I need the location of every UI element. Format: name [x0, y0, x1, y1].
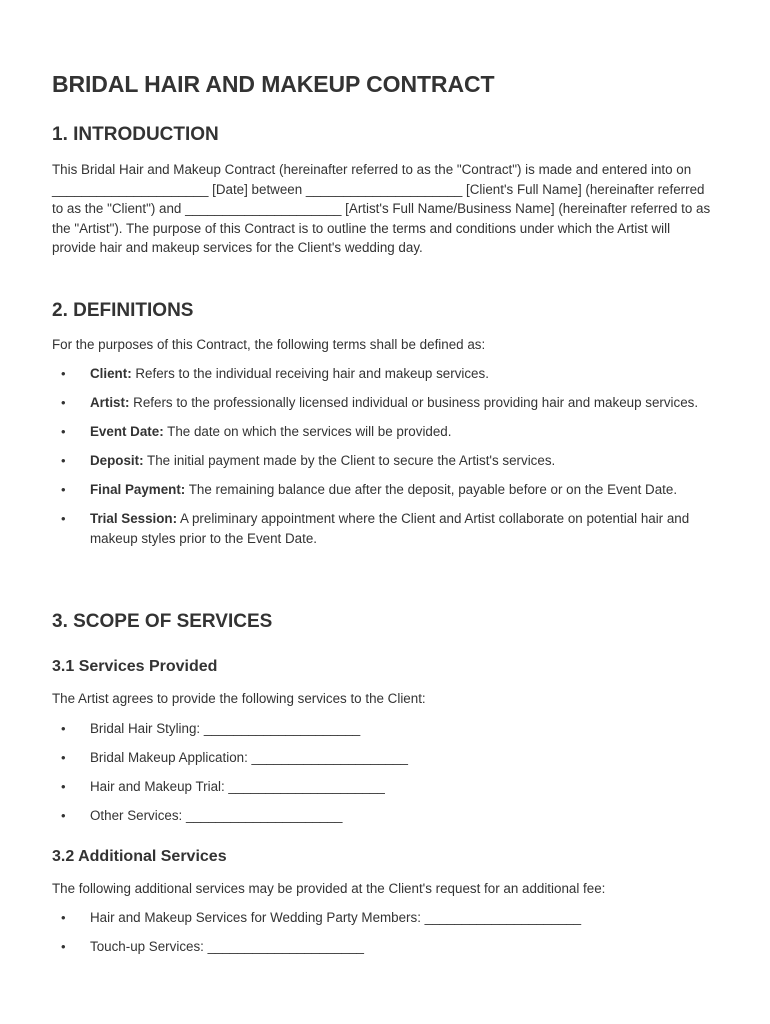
definition-text: Refers to the individual receiving hair and makeup services. [131, 366, 489, 381]
service-item-text: Bridal Makeup Application: _____________________ [90, 750, 408, 765]
document-title: BRIDAL HAIR AND MAKEUP CONTRACT [52, 71, 495, 97]
bullet-icon: • [61, 395, 66, 410]
definition-term: Artist: [90, 395, 130, 410]
definition-item-artist [52, 393, 714, 413]
service-item-text: Bridal Hair Styling: _____________________ [90, 721, 361, 736]
subsection-heading-additional-services: 3.2 Additional Services [52, 848, 227, 865]
section-heading-definitions: 2. DEFINITIONS [52, 300, 194, 321]
service-item-text: Other Services: _____________________ [90, 808, 343, 823]
definition-item-deposit [52, 451, 714, 471]
definition-text: The date on which the services will be provided. [163, 424, 452, 439]
additional-service-item [52, 908, 714, 928]
bullet-icon: • [61, 808, 66, 823]
definition-text: The initial payment made by the Client to secure the Artist's services. [143, 453, 556, 468]
definition-item-event-date [52, 422, 714, 442]
definition-term: Trial Session: [90, 511, 178, 526]
definition-item-client [52, 364, 714, 384]
section-heading-introduction: 1. INTRODUCTION [52, 124, 219, 145]
bullet-icon: • [61, 366, 66, 381]
definition-term: Deposit: [90, 453, 144, 468]
bullet-icon: • [61, 750, 66, 765]
additional-service-item-text: Touch-up Services: _____________________ [90, 939, 364, 954]
definition-text: The remaining balance due after the deposit, payable before or on the Event Date. [185, 482, 678, 497]
services-provided-intro: The Artist agrees to provide the following services to the Client: [52, 691, 426, 706]
additional-services-list [52, 908, 714, 966]
definition-text: Refers to the professionally licensed individual or business providing hair and makeup services. [129, 395, 699, 410]
definitions-list [52, 364, 714, 558]
services-provided-list [52, 719, 714, 835]
definition-item-final-payment [52, 480, 714, 500]
bullet-icon: • [61, 779, 66, 794]
bullet-icon: • [61, 910, 66, 925]
service-item [52, 806, 714, 826]
bullet-icon: • [61, 453, 66, 468]
subsection-heading-services-provided: 3.1 Services Provided [52, 658, 218, 675]
definition-item-trial-session [52, 509, 714, 548]
definition-term: Final Payment: [90, 482, 186, 497]
service-item [52, 748, 714, 768]
additional-services-intro: The following additional services may be provided at the Client's request for an additional fee: [52, 881, 606, 896]
additional-service-item [52, 937, 714, 957]
definition-text: A preliminary appointment where the Client and Artist collaborate on potential hair and makeup styles prior to the Event Date. [90, 511, 690, 546]
additional-service-item-text: Hair and Makeup Services for Wedding Party Members: _____________________ [90, 910, 582, 925]
section-heading-scope-of-services: 3. SCOPE OF SERVICES [52, 611, 273, 632]
bullet-icon: • [61, 424, 66, 439]
introduction-paragraph: This Bridal Hair and Makeup Contract (hereinafter referred to as the "Contract") is made and entered into on _____________________ [Date] between _____________________ [Client's Full Name] (hereinafter referred to as the "Client") and _____________________ [Artist's Full Name/Business Name] (hereinafter referred to as the "Artist"). The purpose of this Contract is to outline the terms and conditions under which the Artist will provide hair and makeup services for the Client's wedding day. [52, 162, 711, 255]
bullet-icon: • [61, 482, 66, 497]
service-item-text: Hair and Makeup Trial: _____________________ [90, 779, 385, 794]
service-item [52, 719, 714, 739]
service-item [52, 777, 714, 797]
definition-term: Client: [90, 366, 132, 381]
definitions-intro: For the purposes of this Contract, the following terms shall be defined as: [52, 337, 486, 352]
definition-term: Event Date: [90, 424, 164, 439]
bullet-icon: • [61, 721, 66, 736]
bullet-icon: • [61, 939, 66, 954]
bullet-icon: • [61, 511, 66, 526]
